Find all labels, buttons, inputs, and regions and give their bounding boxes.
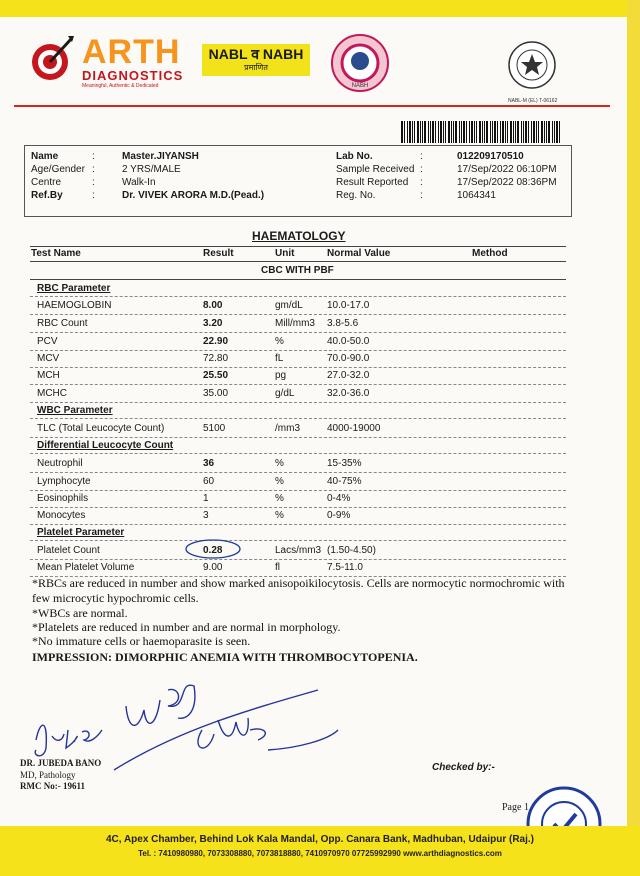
group-divider <box>30 453 566 454</box>
header-divider <box>14 105 610 107</box>
col-test-name: Test Name <box>31 248 81 259</box>
barcode-bar <box>430 121 431 143</box>
test-result: 60 <box>203 476 215 487</box>
barcode-bar <box>507 121 508 143</box>
barcode-bar <box>538 121 539 143</box>
barcode-bar <box>482 121 483 143</box>
handwritten-circle-mark <box>184 538 242 560</box>
test-unit: % <box>275 476 284 487</box>
test-name: TLC (Total Leucocyte Count) <box>37 423 165 434</box>
impression: IMPRESSION: DIMORPHIC ANEMIA WITH THROMBOCYTOPENIA. <box>32 650 418 664</box>
barcode-bar <box>521 121 522 143</box>
row-divider <box>30 384 566 385</box>
name-label: Name <box>31 151 59 162</box>
patient-age: 2 YRS/MALE <box>122 164 181 175</box>
test-name: Platelet Count <box>37 545 100 556</box>
barcode-bar <box>479 121 481 143</box>
received-label: Sample Received <box>336 164 415 175</box>
test-name: Neutrophil <box>37 458 83 469</box>
barcode-bar <box>541 121 543 143</box>
barcode-bar <box>515 121 516 143</box>
ref-label: Ref.By <box>31 190 63 201</box>
test-normal-range: 40.0-50.0 <box>327 336 370 347</box>
barcode-bar <box>404 121 405 143</box>
barcode-bar <box>474 121 475 143</box>
nabl-title: NABL व NABH <box>208 46 304 62</box>
report-subtitle: CBC WITH PBF <box>261 265 334 276</box>
barcode-bar <box>422 121 423 143</box>
test-unit: /mm3 <box>275 423 300 434</box>
barcode-bar <box>513 121 514 143</box>
test-name: Lymphocyte <box>37 476 91 487</box>
barcode-bar <box>556 121 558 143</box>
barcode-bar <box>484 121 485 143</box>
nabl-cert-seal-icon <box>507 40 557 90</box>
doctor-name: DR. JUBEDA BANO <box>20 758 102 768</box>
barcode-bar <box>440 121 442 143</box>
row-divider <box>30 350 566 351</box>
nabl-code: NABL-M (EL) T-06162 <box>508 98 558 104</box>
regno-label: Reg. No. <box>336 190 376 201</box>
test-result: 3.20 <box>203 318 223 329</box>
barcode-bar <box>525 121 527 143</box>
regno-value: 1064341 <box>457 190 496 201</box>
test-normal-range: (1.50-4.50) <box>327 545 376 556</box>
test-name: RBC Count <box>37 318 88 329</box>
labno-value: 012209170510 <box>457 151 524 162</box>
section-title: HAEMATOLOGY <box>252 229 346 243</box>
barcode-bar <box>486 121 488 143</box>
barcode-bar <box>428 121 429 143</box>
group-divider <box>30 540 566 541</box>
patient-ref: Dr. VIVEK ARORA M.D.(Pead.) <box>122 190 265 201</box>
labno-label: Lab No. <box>336 151 373 162</box>
side-yellow-band <box>627 0 640 876</box>
barcode-bar <box>443 121 444 143</box>
test-result: 36 <box>203 458 215 469</box>
barcode-bar <box>510 121 512 143</box>
barcode-bar <box>401 121 403 143</box>
test-result: 35.00 <box>203 388 229 399</box>
barcode-bar <box>459 121 460 143</box>
barcode-bar <box>500 121 501 143</box>
barcode-bar <box>497 121 498 143</box>
test-normal-range: 10.0-17.0 <box>327 300 370 311</box>
test-name: PCV <box>37 336 58 347</box>
patient-centre: Walk-In <box>122 177 156 188</box>
barcode <box>401 121 563 143</box>
test-result: 72.80 <box>203 353 229 364</box>
test-name: HAEMOGLOBIN <box>37 300 112 311</box>
barcode-bar <box>517 121 519 143</box>
barcode-bar <box>445 121 446 143</box>
subtitle-rule <box>30 279 566 280</box>
test-unit: % <box>275 336 284 347</box>
test-normal-range: 7.5-11.0 <box>327 562 363 573</box>
test-unit: pg <box>275 370 287 381</box>
test-normal-range: 40-75% <box>327 476 362 487</box>
row-divider <box>30 472 566 473</box>
group-divider <box>30 296 566 297</box>
barcode-bar <box>471 121 473 143</box>
barcode-bar <box>417 121 419 143</box>
col-normal: Normal Value <box>327 248 391 259</box>
note-line: *No immature cells or haemoparasite is seen. <box>32 634 251 648</box>
barcode-bar <box>546 121 547 143</box>
logo-tagline: Meaningful, Authentic & Dedicated <box>82 83 159 89</box>
barcode-bar <box>469 121 470 143</box>
barcode-bar <box>466 121 467 143</box>
test-normal-range: 15-35% <box>327 458 362 469</box>
footer-contact: Tel. : 7410980980, 7073308880, 7073818880, 7410970970 07725992990 www.arthdiagnostics.com <box>138 849 502 858</box>
barcode-bar <box>531 121 532 143</box>
test-result: 5100 <box>203 423 226 434</box>
nabl-nabh-badge <box>202 44 310 76</box>
group-rbc: RBC Parameter <box>37 283 111 294</box>
row-divider <box>30 367 566 368</box>
test-normal-range: 32.0-36.0 <box>327 388 370 399</box>
colon: : <box>92 190 95 201</box>
test-result: 3 <box>203 510 209 521</box>
colon: : <box>92 177 95 188</box>
barcode-bar <box>533 121 535 143</box>
colon: : <box>420 190 423 201</box>
barcode-bar <box>435 121 436 143</box>
test-normal-range: 3.8-5.6 <box>327 318 359 329</box>
header-rule-top <box>30 246 566 247</box>
centre-label: Centre <box>31 177 62 188</box>
note-line: *Platelets are reduced in number and are normal in morphology. <box>32 620 341 634</box>
top-yellow-band <box>0 0 640 17</box>
patient-name: Master.JIYANSH <box>122 151 199 162</box>
test-normal-range: 0-4% <box>327 493 351 504</box>
test-normal-range: 0-9% <box>327 510 351 521</box>
logo-wordmark: ARTH <box>82 33 181 71</box>
col-result: Result <box>203 248 234 259</box>
colon: : <box>420 164 423 175</box>
row-divider <box>30 559 566 560</box>
test-name: Monocytes <box>37 510 86 521</box>
test-unit: % <box>275 510 284 521</box>
barcode-bar <box>453 121 454 143</box>
doctor-rmc: RMC No:- 19611 <box>20 781 85 791</box>
age-label: Age/Gender <box>31 164 85 175</box>
barcode-bar <box>407 121 408 143</box>
test-unit: % <box>275 493 284 504</box>
test-name: MCH <box>37 370 60 381</box>
barcode-bar <box>438 121 439 143</box>
barcode-bar <box>409 121 411 143</box>
test-result: 25.50 <box>203 370 229 381</box>
barcode-bar <box>476 121 477 143</box>
barcode-bar <box>451 121 452 143</box>
barcode-bar <box>544 121 545 143</box>
row-divider <box>30 490 566 491</box>
footer-address: 4C, Apex Chamber, Behind Lok Kala Mandal, Opp. Canara Bank, Madhuban, Udaipur (Raj.) <box>105 834 535 845</box>
header-rule-bottom <box>30 261 566 262</box>
doctor-qualification: MD, Pathology <box>20 770 76 780</box>
barcode-bar <box>494 121 496 143</box>
note-line: *RBCs are reduced in number and show marked anisopoikilocytosis. Cells are normocytic normochromic with <box>32 576 565 590</box>
test-normal-range: 70.0-90.0 <box>327 353 370 364</box>
nabh-label: NABH <box>351 83 369 89</box>
row-divider <box>30 507 566 508</box>
test-result: 8.00 <box>203 300 223 311</box>
logo-subtitle: DIAGNOSTICS <box>82 68 184 83</box>
barcode-bar <box>420 121 421 143</box>
barcode-bar <box>492 121 493 143</box>
barcode-bar <box>490 121 491 143</box>
barcode-bar <box>559 121 560 143</box>
test-normal-range: 27.0-32.0 <box>327 370 370 381</box>
test-normal-range: 4000-19000 <box>327 423 381 434</box>
barcode-bar <box>552 121 553 143</box>
test-result: 0.28 <box>203 545 223 556</box>
group-divider <box>30 418 566 419</box>
group-wbc: WBC Parameter <box>37 405 113 416</box>
row-divider <box>30 402 566 403</box>
note-line: *WBCs are normal. <box>32 606 128 620</box>
barcode-bar <box>528 121 529 143</box>
row-divider <box>30 332 566 333</box>
test-unit: g/dL <box>275 388 295 399</box>
barcode-bar <box>523 121 524 143</box>
received-value: 17/Sep/2022 06:10PM <box>457 164 557 175</box>
col-method: Method <box>472 248 508 259</box>
test-name: Eosinophils <box>37 493 89 504</box>
test-result: 9.00 <box>203 562 223 573</box>
test-unit: Mill/mm3 <box>275 318 315 329</box>
test-name: Mean Platelet Volume <box>37 562 135 573</box>
group-platelet: Platelet Parameter <box>37 527 125 538</box>
row-divider <box>30 314 566 315</box>
row-divider <box>30 524 566 525</box>
test-unit: % <box>275 458 284 469</box>
barcode-bar <box>548 121 550 143</box>
reported-value: 17/Sep/2022 08:36PM <box>457 177 557 188</box>
checked-by: Checked by:- <box>432 762 495 773</box>
barcode-bar <box>412 121 413 143</box>
group-diff: Differential Leucocyte Count <box>37 440 174 451</box>
test-unit: Lacs/mm3 <box>275 545 322 556</box>
barcode-bar <box>554 121 555 143</box>
barcode-bar <box>505 121 506 143</box>
target-logo-icon <box>28 34 76 82</box>
colon: : <box>92 164 95 175</box>
nabl-subtitle: प्रमाणित <box>244 63 268 72</box>
note-line: few microcytic hypochromic cells. <box>32 591 199 605</box>
test-result: 22.90 <box>203 336 229 347</box>
page-number: Page 1 <box>502 802 529 813</box>
barcode-bar <box>455 121 457 143</box>
test-unit: fL <box>275 353 284 364</box>
barcode-bar <box>536 121 537 143</box>
barcode-bar <box>461 121 462 143</box>
test-unit: gm/dL <box>275 300 303 311</box>
test-result: 1 <box>203 493 209 504</box>
colon: : <box>420 151 423 162</box>
test-name: MCV <box>37 353 60 364</box>
test-unit: fl <box>275 562 280 573</box>
barcode-bar <box>448 121 450 143</box>
nabh-seal-icon <box>330 33 390 93</box>
colon: : <box>420 177 423 188</box>
colon: : <box>92 151 95 162</box>
barcode-bar <box>502 121 504 143</box>
barcode-bar <box>432 121 434 143</box>
barcode-bar <box>414 121 415 143</box>
row-divider <box>30 437 566 438</box>
reported-label: Result Reported <box>336 177 409 188</box>
col-unit: Unit <box>275 248 295 259</box>
barcode-bar <box>463 121 465 143</box>
barcode-bar <box>424 121 426 143</box>
test-name: MCHC <box>37 388 67 399</box>
